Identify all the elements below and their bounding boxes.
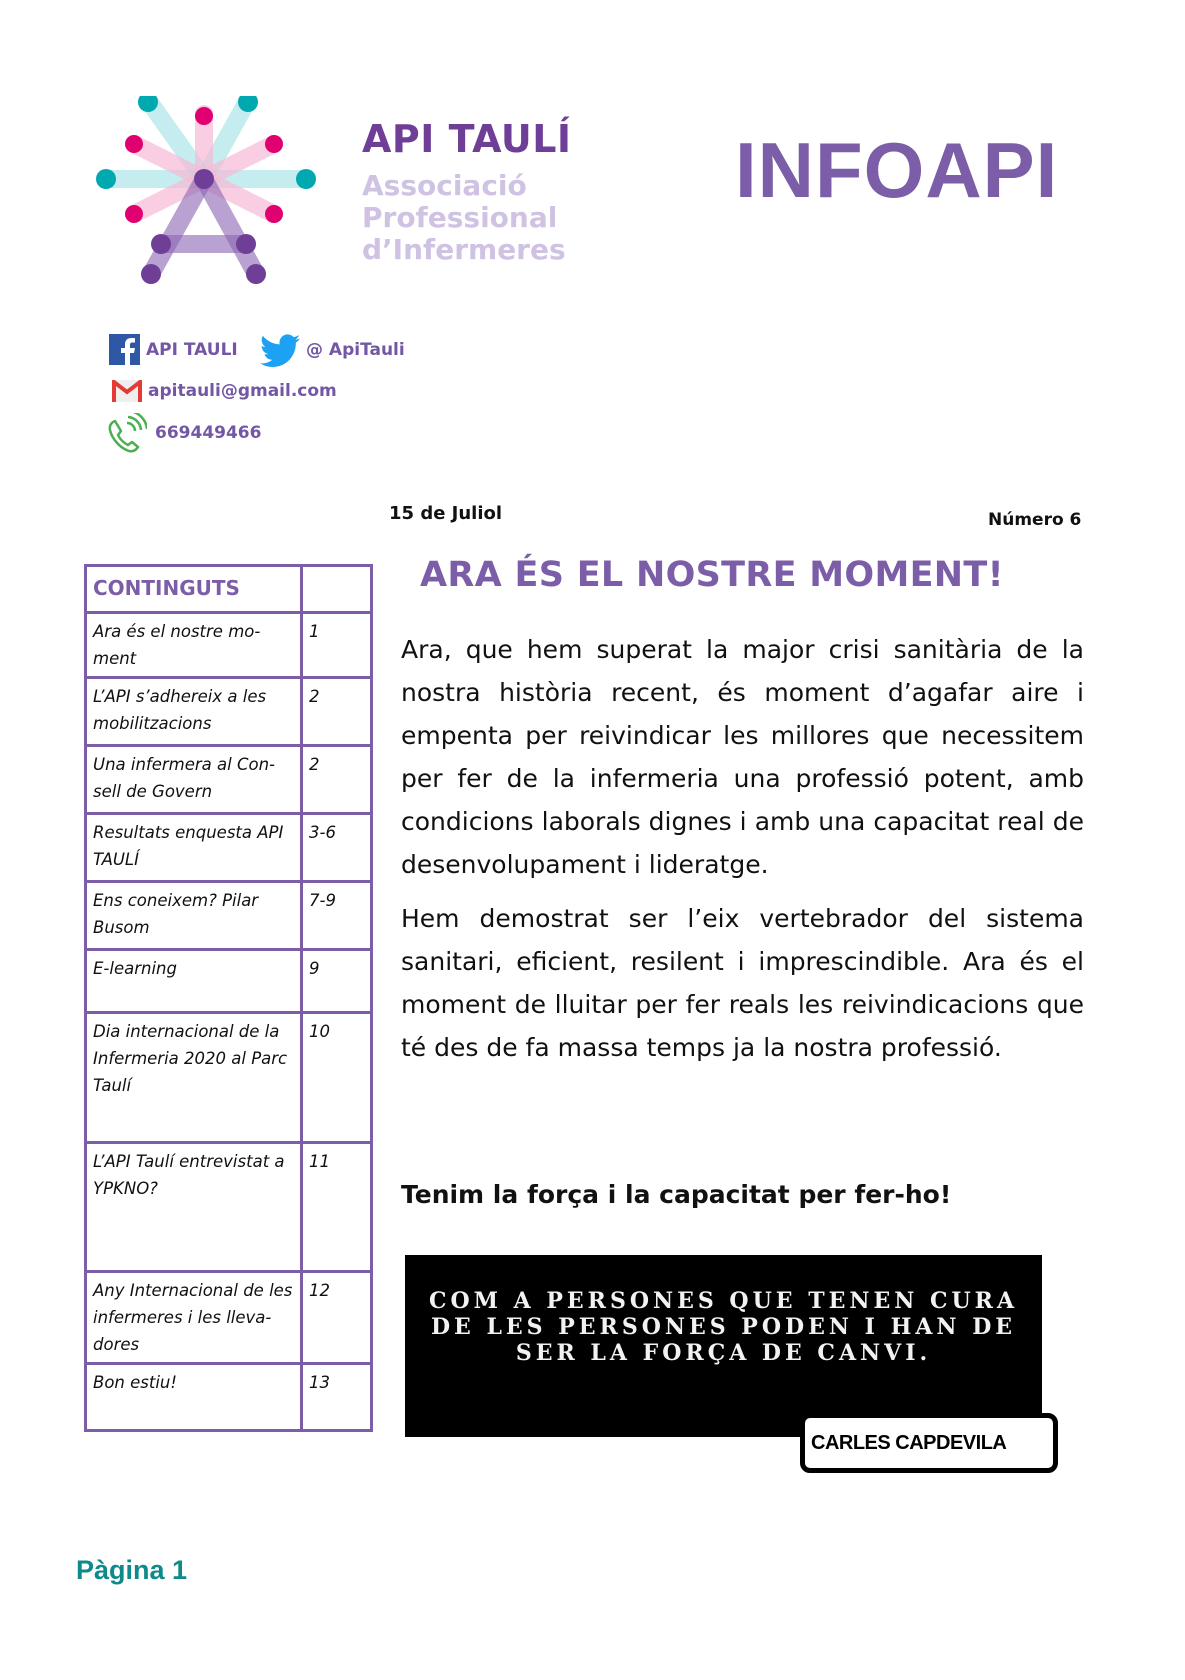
brand-subtitle-line: Professional bbox=[362, 201, 558, 234]
toc-item-title[interactable]: Bon estiu! bbox=[86, 1364, 302, 1431]
toc-item-page: 3-6 bbox=[302, 814, 372, 882]
toc-row[interactable] bbox=[86, 814, 372, 882]
twitter-link[interactable]: @ ApiTauli bbox=[306, 340, 405, 360]
toc-item-title[interactable]: Una infermera al Con-sell de Govern bbox=[86, 746, 302, 814]
article-headline: ARA ÉS EL NOSTRE MOMENT! bbox=[420, 555, 1004, 595]
toc-item-title[interactable]: Any Internacional de les infermeres i les lleva-dores bbox=[86, 1272, 302, 1364]
toc-item-title[interactable]: Dia internacional de la Infermeria 2020 al Parc Taulí bbox=[86, 1013, 302, 1143]
quote-line: COM A PERSONES QUE TENEN CURA bbox=[428, 1288, 1019, 1314]
quote-line: DE LES PERSONES PODEN I HAN DE bbox=[430, 1314, 1017, 1340]
toc-item-title[interactable]: Ens coneixem? Pilar Busom bbox=[86, 882, 302, 950]
toc-row[interactable] bbox=[86, 1143, 372, 1272]
toc-item-page: 11 bbox=[302, 1143, 372, 1272]
article-paragraph: Ara, que hem superat la major crisi sanitària de la nostra història recent, és moment d’agafar aire i empenta per reivindicar les millores que necessitem per fer de la infermeria una professió potent, amb condicions laborals dignes i amb una capacitat real de desenvolupament i lideratge. bbox=[401, 635, 1084, 879]
newsletter-title: INFOAPI bbox=[735, 126, 1059, 214]
toc-row[interactable] bbox=[86, 1013, 372, 1143]
toc-item-page: 2 bbox=[302, 746, 372, 814]
toc-row[interactable] bbox=[86, 882, 372, 950]
page-number: Pàgina 1 bbox=[76, 1555, 188, 1585]
email-link[interactable]: apitauli@gmail.com bbox=[148, 381, 337, 401]
phone-icon[interactable] bbox=[105, 413, 147, 455]
toc-item-page: 13 bbox=[302, 1364, 372, 1431]
toc-row[interactable] bbox=[86, 678, 372, 746]
gmail-icon[interactable] bbox=[112, 380, 142, 402]
article-tagline: Tenim la força i la capacitat per fer-ho! bbox=[401, 1180, 952, 1209]
toc-row[interactable] bbox=[86, 746, 372, 814]
quote-line: SER LA FORÇA DE CANVI. bbox=[515, 1340, 932, 1366]
toc-item-page: 1 bbox=[302, 613, 372, 678]
toc-row[interactable] bbox=[86, 1272, 372, 1364]
toc-item-page: 12 bbox=[302, 1272, 372, 1364]
toc-row[interactable] bbox=[86, 613, 372, 678]
facebook-link[interactable]: API TAULI bbox=[146, 340, 238, 360]
toc-item-page: 7-9 bbox=[302, 882, 372, 950]
toc-item-title[interactable]: Resultats enquesta API TAULÍ bbox=[86, 814, 302, 882]
toc-row[interactable] bbox=[86, 950, 372, 1013]
phone-number[interactable]: 669449466 bbox=[155, 423, 262, 443]
quote-text bbox=[405, 1288, 1042, 1366]
issue-date: 15 de Juliol bbox=[389, 503, 503, 524]
toc-header-empty bbox=[302, 566, 372, 613]
toc-item-title[interactable]: L’API Taulí entrevistat a YPKNO? bbox=[86, 1143, 302, 1272]
toc-row[interactable] bbox=[86, 1364, 372, 1431]
article-paragraph: Hem demostrat ser l’eix vertebrador del sistema sanitari, eficient, resilent i imprescindible. Ara és el moment de lluitar per fer reals les reivindicacions que té des de fa massa temps ja la nostra professió. bbox=[401, 904, 1084, 1062]
toc-item-page: 10 bbox=[302, 1013, 372, 1143]
toc-header: CONTINGUTS bbox=[86, 566, 302, 613]
quote-author: CARLES CAPDEVILA bbox=[811, 1432, 1007, 1454]
brand-subtitle-line: Associació bbox=[362, 169, 527, 202]
twitter-icon[interactable] bbox=[260, 334, 300, 368]
toc-item-title[interactable]: L’API s’adhereix a les mobilitzacions bbox=[86, 678, 302, 746]
issue-number: Número 6 bbox=[988, 510, 1082, 530]
toc-item-title[interactable]: Ara és el nostre mo-ment bbox=[86, 613, 302, 678]
api-tauli-logo bbox=[96, 96, 316, 291]
toc-item-title[interactable]: E-learning bbox=[86, 950, 302, 1013]
facebook-icon[interactable] bbox=[109, 334, 140, 365]
brand-title: API TAULÍ bbox=[362, 117, 572, 161]
brand-subtitle-line: d’Infermeres bbox=[362, 233, 566, 266]
toc-item-page: 2 bbox=[302, 678, 372, 746]
toc-item-page: 9 bbox=[302, 950, 372, 1013]
table-of-contents bbox=[84, 564, 373, 1432]
